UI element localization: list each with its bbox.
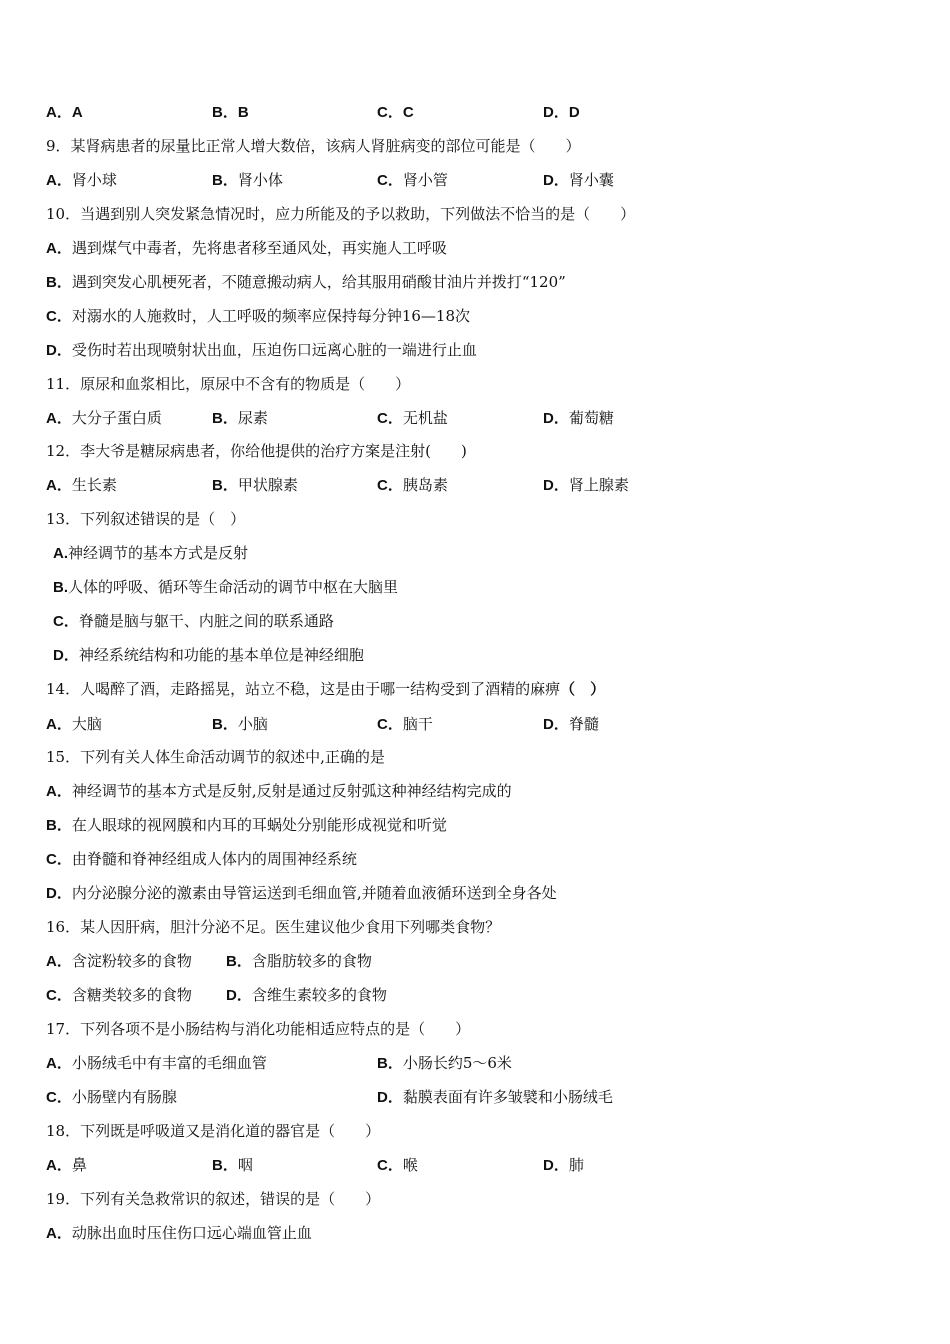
q15-option-c: C．由脊髓和脊神经组成人体内的周围神经系统 <box>46 850 357 868</box>
option-b: B．甲状腺素 <box>212 476 298 494</box>
q15-option-b: B．在人眼球的视网膜和内耳的耳蜗处分别能形成视觉和听觉 <box>46 816 447 834</box>
option-d: D．肾上腺素 <box>543 476 629 494</box>
option-b: B．小脑 <box>212 715 268 733</box>
q15-option-a: A．神经调节的基本方式是反射,反射是通过反射弧这种神经结构完成的 <box>46 782 512 800</box>
option-a: A．含淀粉较多的食物 <box>46 952 192 970</box>
q10-option-d: D．受伤时若出现喷射状出血，压迫伤口远离心脏的一端进行止血 <box>46 341 477 359</box>
option-b: B．B <box>212 104 249 121</box>
option-c: C．含糖类较多的食物 <box>46 986 192 1004</box>
q9-stem: 9．某肾病患者的尿量比正常人增大数倍，该病人肾脏病变的部位可能是（ ） <box>46 137 581 155</box>
q13-option-c: C．脊髓是脑与躯干、内脏之间的联系通路 <box>53 612 334 630</box>
option-b: B．尿素 <box>212 409 268 427</box>
option-b: B．肾小体 <box>212 171 283 189</box>
option-d: D．含维生素较多的食物 <box>226 986 387 1004</box>
option-c: C．肾小管 <box>377 171 448 189</box>
q10-stem: 10．当遇到别人突发紧急情况时，应力所能及的予以救助，下列做法不恰当的是（ ） <box>46 205 636 223</box>
option-b: B．咽 <box>212 1156 253 1174</box>
q15-option-d: D．内分泌腺分泌的激素由导管运送到毛细血管,并随着血液循环送到全身各处 <box>46 884 557 902</box>
q15-stem: 15．下列有关人体生命活动调节的叙述中,正确的是 <box>46 748 385 766</box>
q12-stem: 12．李大爷是糖尿病患者，你给他提供的治疗方案是注射( ) <box>46 442 467 460</box>
option-d: D．肺 <box>543 1156 584 1174</box>
q18-stem: 18．下列既是呼吸道又是消化道的器官是（ ） <box>46 1122 381 1140</box>
option-a: A．鼻 <box>46 1156 87 1174</box>
option-c: C．C <box>377 104 414 121</box>
option-d: D．D <box>543 104 580 121</box>
q19-stem: 19．下列有关急救常识的叙述，错误的是（ ） <box>46 1190 381 1208</box>
q13-option-d: D．神经系统结构和功能的基本单位是神经细胞 <box>53 646 364 664</box>
option-c: C．脑干 <box>377 715 433 733</box>
option-c: C．喉 <box>377 1156 418 1174</box>
option-d: D．葡萄糖 <box>543 409 614 427</box>
option-d: D．脊髓 <box>543 715 599 733</box>
option-a: A．A <box>46 104 83 121</box>
q14-stem: 14．人喝醉了酒，走路摇晃，站立不稳，这是由于哪一结构受到了酒精的麻痹（ ） <box>46 680 606 698</box>
q10-option-b: B．遇到突发心肌梗死者，不随意搬动病人，给其服用硝酸甘油片并拨打“120” <box>46 273 566 291</box>
option-b: B．含脂肪较多的食物 <box>226 952 372 970</box>
q10-option-c: C．对溺水的人施救时，人工呼吸的频率应保持每分钟16—18次 <box>46 307 471 325</box>
option-a: A．大分子蛋白质 <box>46 409 162 427</box>
option-c: C．胰岛素 <box>377 476 448 494</box>
q13-option-a: A.神经调节的基本方式是反射 <box>53 544 249 562</box>
q17-stem: 17．下列各项不是小肠结构与消化功能相适应特点的是（ ） <box>46 1020 471 1038</box>
option-a: A．生长素 <box>46 476 117 494</box>
q16-stem: 16．某人因肝病，胆汁分泌不足。医生建议他少食用下列哪类食物？ <box>46 918 501 936</box>
q13-stem: 13．下列叙述错误的是（ ） <box>46 510 246 528</box>
option-c: C．无机盐 <box>377 409 448 427</box>
q19-option-a: A．动脉出血时压住伤口远心端血管止血 <box>46 1224 312 1242</box>
q11-stem: 11．原尿和血浆相比，原尿中不含有的物质是（ ） <box>46 375 411 393</box>
q13-option-b: B.人体的呼吸、循环等生命活动的调节中枢在大脑里 <box>53 578 399 596</box>
option-a: A．大脑 <box>46 715 102 733</box>
option-b: B．小肠长约5～6米 <box>377 1054 512 1072</box>
option-a: A．小肠绒毛中有丰富的毛细血管 <box>46 1054 267 1072</box>
q10-option-a: A．遇到煤气中毒者，先将患者移至通风处，再实施人工呼吸 <box>46 239 447 257</box>
option-d: D．黏膜表面有许多皱襞和小肠绒毛 <box>377 1088 613 1106</box>
answer-paren: （ ） <box>560 680 606 698</box>
option-d: D．肾小囊 <box>543 171 614 189</box>
option-a: A．肾小球 <box>46 171 117 189</box>
option-c: C．小肠壁内有肠腺 <box>46 1088 177 1106</box>
